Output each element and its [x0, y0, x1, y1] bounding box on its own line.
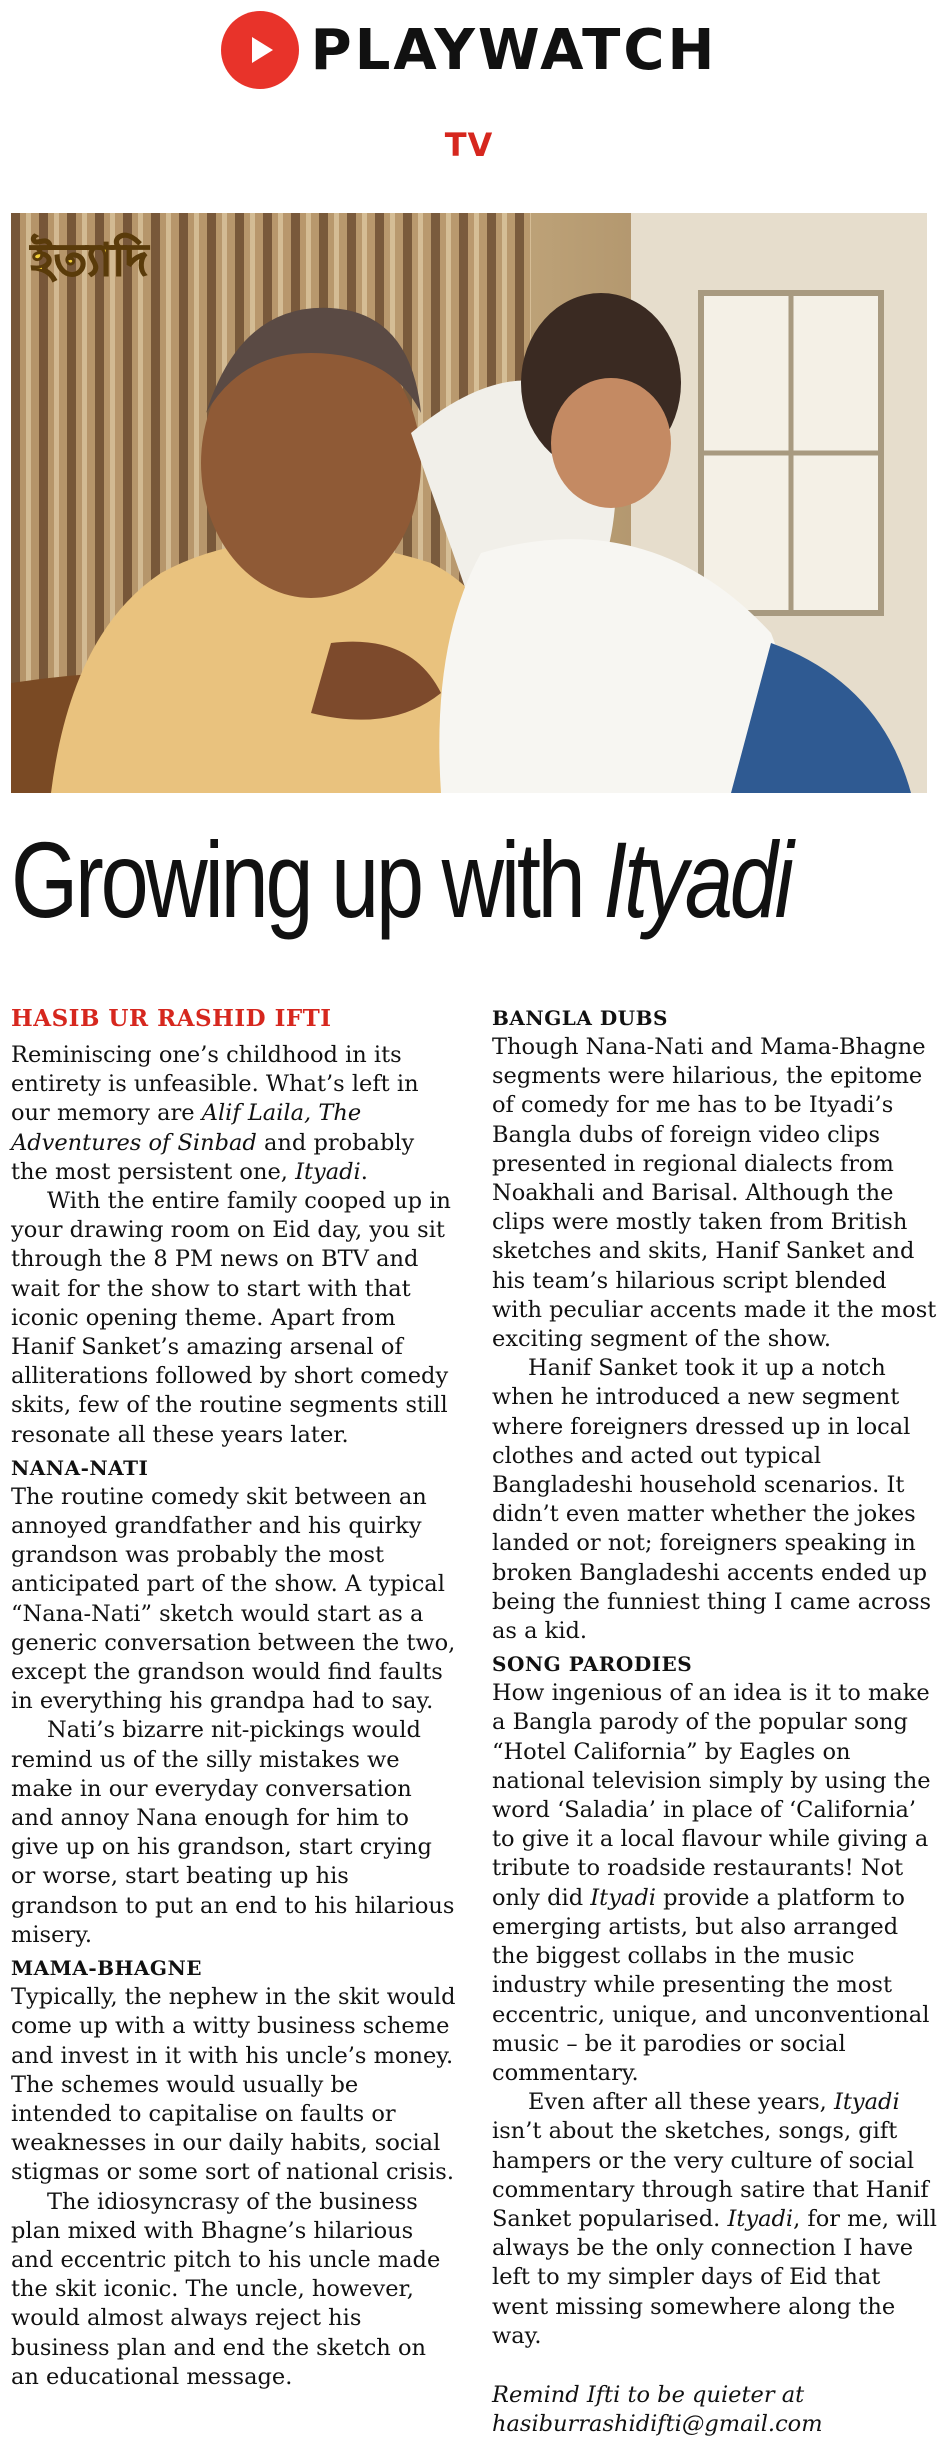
paragraph: Typically, the nephew in the skit would come up with a witty business scheme and invest in it with his uncle’s money. The schemes would usually be intended to capitalise on faults or weaknesses in our daily habits, social stigmas or some sort of national crisis. — [11, 1984, 456, 2186]
right-column — [492, 1004, 937, 2439]
subheading-bangla-dubs: BANGLA DUBS — [492, 1006, 668, 1030]
masthead — [0, 0, 938, 100]
channel-logo: ইত্যাদি — [31, 235, 149, 286]
paragraph: The idiosyncrasy of the business plan mixed with Bhagne’s hilarious and eccentric pitch to his uncle made the skit iconic. The uncle, however, would almost always reject his business plan and end the sketch on an educational message. — [11, 2188, 441, 2390]
play-icon[interactable] — [221, 11, 299, 89]
subheading-nana-nati: NANA-NATI — [11, 1455, 149, 1480]
section-label[interactable]: TV — [444, 126, 494, 164]
left-column — [11, 1004, 456, 2392]
paragraph: How ingenious of an idea is it to make a Bangla parody of the popular song “Hotel California” by Eagles on national television simply by using the word ‘Saladia’ in place of ‘California’ to give it a local flavour while giving a tribute to roadside restaurants! Not only did Ityadi provide a platform to emerging artists, but also arranged the biggest collabs in the music industry while presenting the most eccentric, unique, and unconventional music – be it parodies or social commentary. — [492, 1680, 931, 2086]
article-photo — [11, 213, 927, 793]
subheading-song-parodies: SONG PARODIES — [492, 1652, 693, 1677]
byline[interactable]: HASIB UR RASHID IFTI — [11, 1005, 332, 1032]
paragraph: Hanif Sanket took it up a notch when he introduced a new segment where foreigners dressed up in local clothes and acted out typical Bangladeshi household scenarios. It didn’t even matter whether the jokes landed or not; foreigners speaking in broken Bangladeshi accents ended up being the funniest thing I came across as a kid. — [492, 1355, 932, 1645]
headline — [11, 819, 791, 940]
author-email[interactable]: hasiburrashidifti@gmail.com — [492, 2411, 823, 2438]
paragraph: Nati’s bizarre nit-pickings would remind us of the silly mistakes we make in our everyday conversation and annoy Nana enough for him to give up on his grandson, start crying or worse, start beating up his grandson to put an end to his hilarious misery. — [11, 1717, 455, 1948]
paragraph: Though Nana-Nati and Mama-Bhagne segments were hilarious, the epitome of comedy for me has to be Ityadi’s Bangla dubs of foreign video clips presented in regional dialects from Noakhali and Barisal. Although the clips were mostly taken from British sketches and skits, Hanif Sanket and his team’s hilarious script blended with peculiar accents made it the most exciting segment of the show. — [492, 1034, 937, 1353]
paragraph: The routine comedy skit between an annoyed grandfather and his quirky grandson was probably the most anticipated part of the show. A typical “Nana-Nati” sketch would start as a generic conversation between the two, except the grandson would find faults in everything his grandpa had to say. — [11, 1483, 456, 1715]
paragraph: Even after all these years, Ityadi isn’t about the sketches, songs, gift hampers or the very culture of social commentary through satire that Hanif Sanket popularised. Ityadi, for me, will always be the only connection I have left to my simpler days of Eid that went missing somewhere along the way. — [492, 2089, 937, 2349]
paragraph: With the entire family cooped up in your drawing room on Eid day, you sit through the 8 PM news on BTV and wait for the show to start with that iconic opening theme. Apart from Hanif Sanket’s amazing arsenal of alliterations followed by short comedy skits, few of the routine segments still resonate all these years later. — [11, 1188, 451, 1448]
author-note: Remind Ifti to be quieter at — [492, 2381, 805, 2408]
subheading-mama-bhagne: MAMA-BHAGNE — [11, 1956, 203, 1981]
headline-italic: Ityadi — [603, 819, 791, 940]
paragraph: Reminiscing one’s childhood in its entirety is unfeasible. What’s left in our memory are Alif Laila, The Adventures of Sinbad and probably the most persistent one, Ityadi. — [11, 1042, 419, 1185]
headline-main: Growing up with — [11, 819, 604, 940]
brand-name[interactable]: PLAYWATCH — [310, 17, 718, 83]
